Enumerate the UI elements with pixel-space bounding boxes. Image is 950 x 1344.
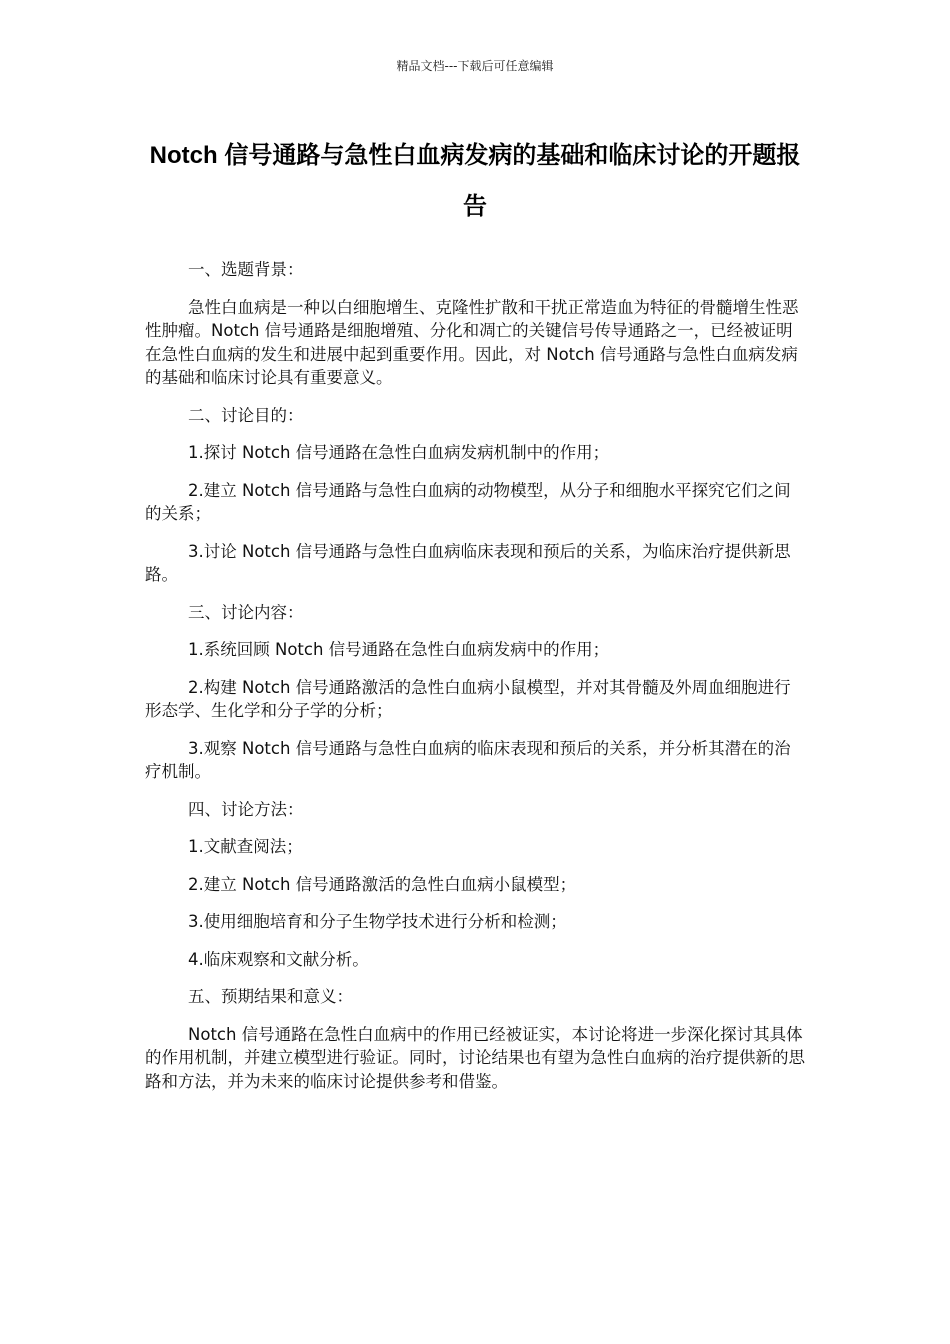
section-heading-background: 一、选题背景： [188, 260, 304, 279]
list-item-content-2: 2.构建 Notch 信号通路激活的急性白血病小鼠模型，并对其骨髓及外周血细胞进行形态学、生化学和分子学的分析； [145, 677, 791, 720]
list-item-purpose-3: 3.讨论 Notch 信号通路与急性白血病临床表现和预后的关系，为临床治疗提供新思路。 [145, 541, 791, 584]
list-item-methods-1: 1.文献查阅法； [188, 837, 303, 856]
list-item-methods-3: 3.使用细胞培育和分子生物学技术进行分析和检测； [188, 912, 567, 931]
header-note: 精品文档---下载后可任意编辑 [396, 59, 554, 73]
section-heading-content: 三、讨论内容： [188, 602, 304, 622]
list-item-content-3: 3.观察 Notch 信号通路与急性白血病的临床表现和预后的关系，并分析其潜在的治疗机制。 [145, 738, 791, 781]
section-heading-purpose: 二、讨论目的： [188, 405, 304, 425]
section-heading-methods: 四、讨论方法： [188, 799, 304, 819]
document-body [145, 258, 807, 1107]
list-item-content-1: 1.系统回顾 Notch 信号通路在急性白血病发病中的作用； [188, 640, 610, 659]
list-item-methods-2: 2.建立 Notch 信号通路激活的急性白血病小鼠模型； [188, 874, 577, 894]
list-item-methods-4: 4.临床观察和文献分析。 [188, 949, 369, 969]
paragraph-background: 急性白血病是一种以白细胞增生、克隆性扩散和干扰正常造血为特征的骨髓增生性恶性肿瘤。Notch 信号通路是细胞增殖、分化和凋亡的关键信号传导通路之一，已经被证明在急性白血病的发生和进展中起到重要作用。因此，对 Notch 信号通路与急性白血病发病的基础和临床讨论具有重要意义。 [145, 297, 799, 387]
paragraph-results: Notch 信号通路在急性白血病中的作用已经被证实，本讨论将进一步深化探讨其具体的作用机制，并建立模型进行验证。同时，讨论结果也有望为急性白血病的治疗提供新的思路和方法，并为未来的临床讨论提供参考和借鉴。 [145, 1024, 805, 1091]
list-item-purpose-1: 1.探讨 Notch 信号通路在急性白血病发病机制中的作用； [188, 443, 610, 462]
section-heading-results: 五、预期结果和意义： [188, 987, 353, 1006]
list-item-purpose-2: 2.建立 Notch 信号通路与急性白血病的动物模型，从分子和细胞水平探究它们之间的关系； [145, 480, 791, 523]
document-title: Notch 信号通路与急性白血病发病的基础和临床讨论的开题报告 [149, 142, 801, 220]
